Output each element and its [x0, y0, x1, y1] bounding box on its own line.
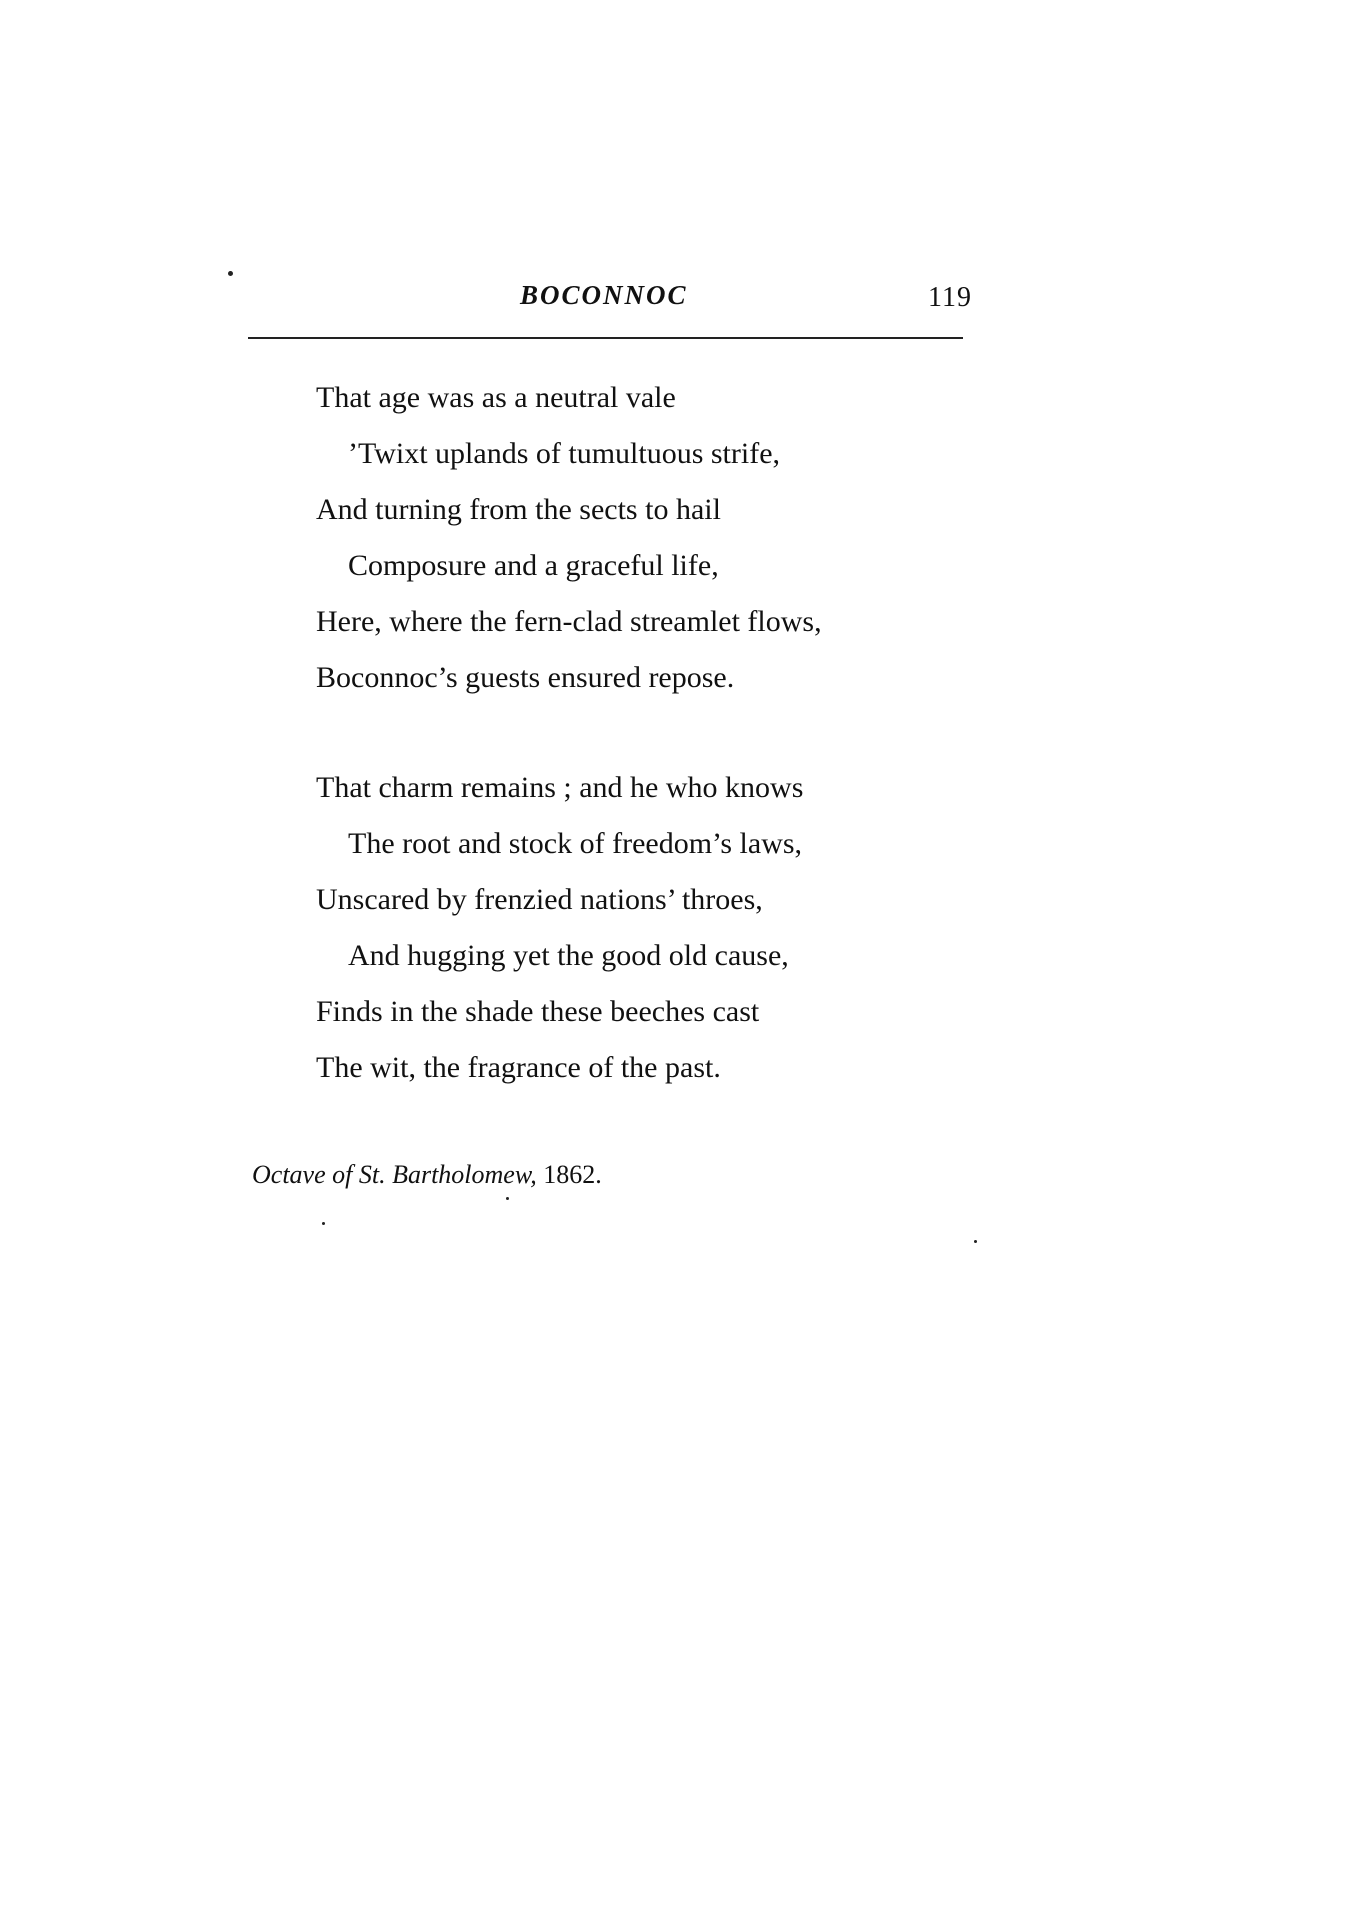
verse-line: Composure and a graceful life,	[348, 549, 719, 582]
header-rule	[248, 337, 963, 339]
verse-line: Finds in the shade these beeches cast	[316, 995, 760, 1028]
page-number: 119	[928, 282, 972, 313]
stanza-2	[316, 760, 1016, 1096]
running-title: BOCONNOC	[520, 280, 688, 310]
verse-line: ’Twixt uplands of tumultuous strife,	[348, 437, 781, 470]
verse-line: The wit, the fragrance of the past.	[316, 1051, 721, 1084]
verse-line: That age was as a neutral vale	[316, 381, 676, 414]
verse-line: That charm remains ; and he who knows	[316, 771, 804, 804]
dateline-year: 1862.	[543, 1160, 602, 1189]
running-head	[0, 280, 1355, 320]
verse-line: And turning from the sects to hail	[316, 493, 721, 526]
verse-line: Here, where the fern-clad streamlet flows,	[316, 605, 822, 638]
verse-line: And hugging yet the good old cause,	[348, 939, 789, 972]
dateline-occasion: Octave of St. Bartholomew,	[252, 1160, 537, 1189]
verse-line: Unscared by frenzied nations’ throes,	[316, 883, 763, 916]
print-speck	[322, 1222, 325, 1225]
verse-line: The root and stock of freedom’s laws,	[348, 827, 803, 860]
dateline	[252, 1160, 602, 1190]
print-speck	[506, 1197, 509, 1200]
stanza-1	[316, 370, 1016, 706]
verse-line: Boconnoc’s guests ensured repose.	[316, 661, 735, 694]
print-speck	[974, 1240, 977, 1243]
print-speck	[228, 271, 233, 276]
